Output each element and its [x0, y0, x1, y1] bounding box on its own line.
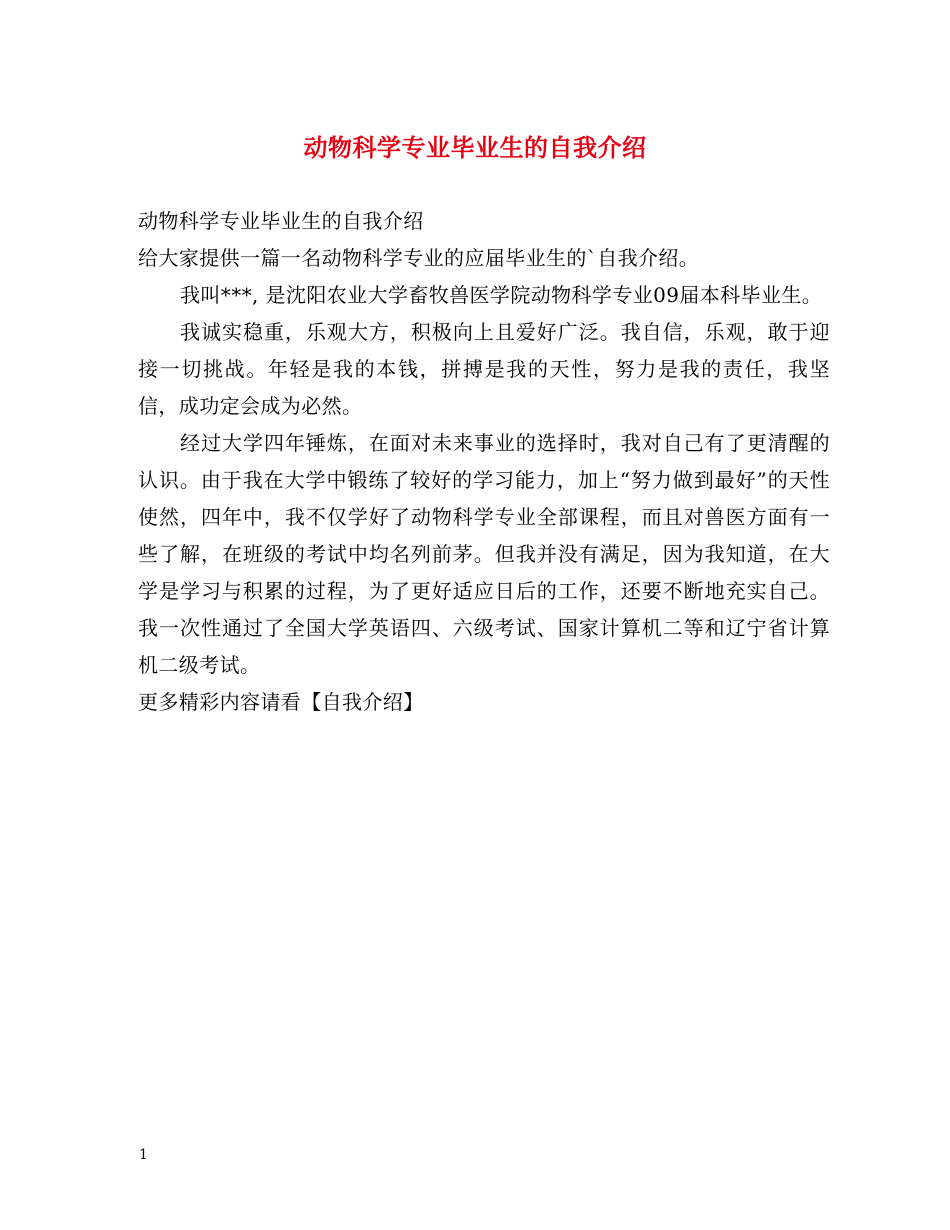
document-title: 动物科学专业毕业生的自我介绍 — [303, 133, 647, 162]
document-body — [138, 203, 830, 721]
paragraph-study: 经过大学四年锤炼，在面对未来事业的选择时，我对自己有了更清醒的认识。由于我在大学中锻练了较好的学习能力，加上“努力做到最好”的天性使然，四年中，我不仅学好了动物科学专业全部课程，而且对兽医方面有一些了解，在班级的考试中均名列前茅。但我并没有满足，因为我知道，在大学是学习与积累的过程，为了更好适应日后的工作，还要不断地充实自己。我一次性通过了全国大学英语四、六级考试、国家计算机二等和辽宁省计算机二级考试。 — [138, 431, 830, 677]
paragraph-name: 我叫***, 是沈阳农业大学畜牧兽医学院动物科学专业09届本科毕业生。 — [180, 283, 823, 307]
page-number: 1 — [139, 1147, 148, 1163]
subtitle-line: 动物科学专业毕业生的自我介绍 — [138, 209, 424, 233]
paragraph-personality: 我诚实稳重，乐观大方，积极向上且爱好广泛。我自信，乐观，敢于迎接一切挑战。年轻是我的本钱，拼搏是我的天性，努力是我的责任，我坚信，成功定会成为必然。 — [138, 320, 830, 418]
intro-line: 给大家提供一篇一名动物科学专业的应届毕业生的`自我介绍。 — [138, 246, 700, 270]
more-content-line: 更多精彩内容请看【自我介绍】 — [138, 690, 424, 714]
